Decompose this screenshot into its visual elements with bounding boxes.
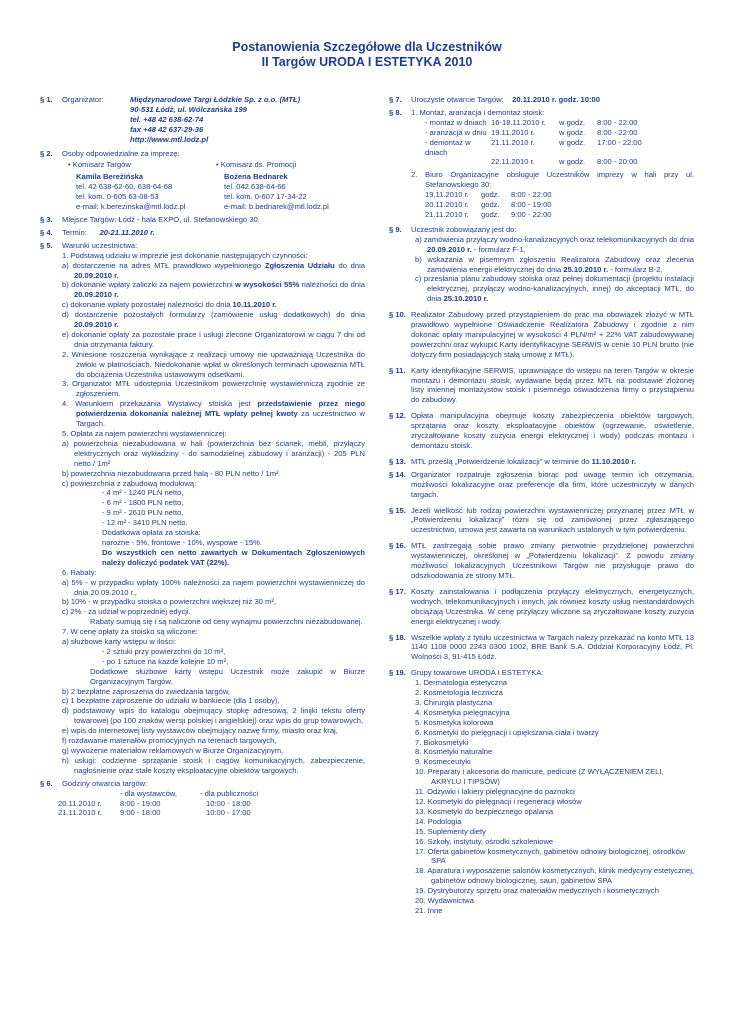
opening-label: Uroczyste otwarcie Targów: xyxy=(411,95,504,104)
left-column xyxy=(40,95,365,818)
hours-date: 20.11.2010 r. xyxy=(58,798,102,808)
section-number: § 5. xyxy=(40,240,53,250)
office-row: 20.11.2010 r. godz. 8:00 - 19:00 xyxy=(425,200,552,210)
extra-fee-label: Dodatkowa opłata za stoiska: xyxy=(102,528,201,538)
obligation-c: c) przesłania planu zabudowy stoiska oraz pełnej dokumentacji (projektu instalacji elektrycznej, przyłączy wodno-kanalizacyjnych, innej) do akceptacji MTŁ, do dnia 25.10.2010 r. xyxy=(415,274,694,304)
section-17 xyxy=(389,587,694,627)
product-group-item: 18. Aparatura i wyposażenie salonów kosmetycznych, klinik medycyny estetycznej, gabinetów odnowy biologicznej, saun, gabinetów SPA xyxy=(415,866,694,886)
included-d: d) podstawowy wpis do katalogu obejmujący stopkę adresową, 2 linijki tekstu oferty towarowej (po 100 znaków wersji polskiej i angielskiej) oraz wpis do grup towarowych, xyxy=(62,706,365,726)
document-title xyxy=(0,40,734,70)
section-9 xyxy=(389,225,694,304)
contact-email[interactable]: e-mail: b.bednarek@mtl.lodz.pl xyxy=(224,202,329,212)
contact-commissioner xyxy=(68,160,216,212)
organizer-website[interactable]: http://www.mtl.lodz.pl xyxy=(130,134,209,144)
title-line-1: Postanowienia Szczegółowe dla Uczestników xyxy=(232,40,502,54)
product-group-item: 17. Oferta gabinetów kosmetycznych, gabinetów odnowy biologicznej, ośrodków SPA xyxy=(415,846,686,866)
organizer-address: 90-531 Łódź, ul. Wólczańska 199 xyxy=(130,104,247,114)
section-text: Godziny otwarcia targów: xyxy=(62,778,148,788)
condition-1e: e) dokonanie opłaty za pozostałe prace i usługi zlecone Organizatorowi w ciągu 7 dni od dnia otrzymania faktury. xyxy=(62,329,365,349)
condition-1c: c) dokonanie wpłaty pozostałej należności do dnia 10.11.2010 r. xyxy=(62,300,277,310)
right-column xyxy=(389,95,694,916)
contact-name: Bożena Bednarek xyxy=(224,172,288,182)
section-text: Organizator rozpatruje zgłoszenia biorąc pod uwagę termin ich otrzymania, możliwości lokalizacyjne oraz preferencje dla firm, które uczestniczyły w danych targach. xyxy=(411,469,694,499)
stand-price: - 6 m² - 1800 PLN netto, xyxy=(102,498,184,508)
section-text: Realizator Zabudowy przed przystąpieniem do prac ma obowiązek złożyć w MTŁ prawidłowo wypełnione Oświadczenie Realizatora Zabudowy i zgodnie z nim dokonać opłaty manipulacyjnej w wysokości 4 PLN/m² + 22% VAT zabudowywanej powierzchni oraz wykupić Karty identyfikacyjne SERWIS w cenie 10 PLN brutto (nie dotyczy firm posiadających stałą umowę z MTŁ). xyxy=(411,310,694,359)
section-1 xyxy=(40,95,365,145)
section-text: Uczestnik zobowiązany jest do: xyxy=(411,224,517,234)
contact-phone: tel. 42 638-62-60, 638-64-68 xyxy=(76,182,173,192)
product-group-item: 1. Dermatologia estetyczna xyxy=(415,678,508,688)
obligation-b: b) wskazania w pisemnym zgłoszeniu Realizatora Zabudowy oraz zlecenia zamówienia energii elektrycznej do dnia 25.10.2010 r. - formularz B-2, xyxy=(415,254,694,274)
term-value: 20-21.11.2010 r. xyxy=(99,227,155,237)
section-number: § 10. xyxy=(389,310,406,320)
product-group-item: 4. Kosmetyka pielęgnacyjna xyxy=(415,707,510,717)
section-15 xyxy=(389,506,694,536)
hours-public: 10:00 - 17:00 xyxy=(206,808,251,818)
included-b: b) 2 bezpłatne zaproszenia do zwiedzania targów, xyxy=(62,686,231,696)
product-group-item: 14. Podologia xyxy=(415,816,462,826)
organizer-fax: fax +48 42 637-29-36 xyxy=(130,124,204,134)
contact-mobile: tel. kom. 0-605 63-08-53 xyxy=(76,192,159,202)
organizer-label: Organizator: xyxy=(62,95,104,104)
discount-a: a) 5% - w przypadku wpłaty 100% należności za najem powierzchni wystawienniczej do dnia 20.09.2010 r., xyxy=(62,577,365,597)
section-text: Jeżeli wielkość lub rodzaj powierzchni wystawienniczej przyznanej przez MTŁ w „Potwierdzeniu lokalizacji” różni się od zamówionej przez zgłaszającego uczestnictwo, umowa jest zawarta na warunkach ustalonych w tym potwierdzeniu. xyxy=(411,505,694,535)
section-6 xyxy=(40,779,365,819)
condition-1b: b) dokonanie wpłaty zaliczki za najem powierzchni w wysokości 55% należności do dnia 20.09.2010 r. xyxy=(62,280,365,300)
included-g: g) wywożenie materiałów reklamowych w Biurze Organizacyjnym, xyxy=(62,746,284,755)
section-number: § 4. xyxy=(40,227,53,237)
extra-fee-values: narożne - 5%, frontowe - 10%, wyspowe - 15%. xyxy=(102,537,262,547)
discount-note: Rabaty sumują się i są naliczone od ceny wynajmu powierzchni niezabudowanej. xyxy=(90,617,363,627)
included-e: e) wpis do internetowej listy wystawców obejmujący nazwę firmy, miasto oraz kraj, xyxy=(62,726,338,736)
product-group-item: 9. Kosmeceutyki xyxy=(415,757,471,767)
discount-b: b) 10% - w przypadku stoiska o powierzchni większej niż 30 m², xyxy=(62,597,276,607)
title-line-2: II Targów URODA I ESTETYKA 2010 xyxy=(261,55,473,69)
product-group-item: 19. Dystrybutorzy sprzętu oraz materiałów medycznych i kosmetycznych xyxy=(415,886,659,896)
included-h: h) usługi: codzienne sprzątanie stoisk i ciągów komunikacyjnych, zabezpieczenie, nagłośnienie oraz stałe koszty eksploatacyjne obiektów targowych. xyxy=(62,755,365,775)
section-14 xyxy=(389,470,694,500)
obligation-a: a) zamówienia przyłączy wodno-kanalizacyjnych oraz telekomunikacyjnych do dnia 20.09.2010 r. - formularz F-1, xyxy=(415,234,694,254)
stand-price: - 12 m² - 3410 PLN netto. xyxy=(102,518,188,528)
section-text: MTŁ zastrzegają sobie prawo zmiany pierwotnie przydzielonej powierzchni wystawienniczej, określonej w „Potwierdzeniu lokalizacji”. Z powodu zmiany możliwości lokalizacyjnych Uczestnikowi Targów nie przysługuje prawo do odszkodowania ze strony MTŁ. xyxy=(411,541,694,580)
condition-1: 1. Podstawą udziału w imprezie jest dokonanie następujących czynności: xyxy=(62,250,308,260)
section-number: § 2. xyxy=(40,148,53,158)
section-11 xyxy=(389,366,694,406)
condition-2: 2. Wniesione roszczenia wynikające z realizacji umowy nie upoważniają Uczestnika do zwłoki w płatnościach. Niedokonanie wpłat w określonych terminach upoważnia MTŁ do obciążenia Uczestnika ustawowymi odsetkami. xyxy=(62,349,365,379)
condition-5a: a) powierzchnia niezabudowana w hali (powierzchnia bez ścianek, mebli, przyłączy elektrycznych oraz wykładziny - do samodzielnej zabudowy i aranżacji) - 205 PLN netto / 1m² xyxy=(62,438,365,468)
contact-role: • Komisarz ds. Promocji xyxy=(216,160,297,170)
section-number: § 9. xyxy=(389,224,402,234)
section-number: § 8. xyxy=(389,107,402,117)
hours-exhibitors: 8:00 - 19:00 xyxy=(120,798,161,808)
section-10 xyxy=(389,310,694,360)
section-8 xyxy=(389,108,694,220)
product-group-item: 15. Suplementy diety xyxy=(415,826,486,836)
venue-text: Miejsce Targów: Łódź - hala EXPO, ul. Stefanowskiego 30. xyxy=(62,214,260,224)
assembly-heading: 1. Montaż, aranżacja i demontaż stoisk: xyxy=(411,107,545,117)
product-group-item: 16. Szkoły, instytuty, ośrodki szkoleniowe xyxy=(415,836,554,846)
condition-3: 3. Organizator MTŁ udostępnia Uczestnikom powierzchnię wystawienniczą zgodnie ze zgłoszeniem. xyxy=(62,379,365,399)
section-19 xyxy=(389,668,694,916)
product-group-item: 11. Odżywki i lakiery pielęgnacyjne do paznokci xyxy=(415,787,575,797)
assembly-row: 22.11.2010 r. w godz. 8:00 - 20:00 xyxy=(491,157,638,167)
term-label: Termin: xyxy=(62,227,87,237)
office-heading: 2. Biuro Organizacyjne obsługuje Uczestników imprezy w hali przy ul. Stefanowskiego 30: xyxy=(411,170,694,190)
product-group-item: 20. Wydawnictwa xyxy=(415,896,475,906)
section-text: Karty identyfikacyjne SERWIS, uprawniające do wstępu na teren Targów w okresie montażu i demontażu stoisk, wydawane będą przez MTŁ na podstawie złożonej listy imiennej montażystów stoisk i pisemnego oświadczenia firmy o przystąpieniu do zabudowy. xyxy=(411,365,694,405)
contact-email[interactable]: e-mail: k.berezinska@mtl.lodz.pl xyxy=(76,202,186,212)
discount-c: c) 2% - za udział w poprzedniej edycji. xyxy=(62,607,191,617)
section-4 xyxy=(40,228,365,238)
section-5 xyxy=(40,241,365,776)
assembly-row: - demontaż w dniach 21.11.2010 r. w godz. 17:00 - 22:00 xyxy=(425,137,642,157)
product-group-item: 8. Kosmetyki naturalne xyxy=(415,747,493,757)
section-number: § 7. xyxy=(389,95,402,104)
stand-price: - 9 m² - 2610 PLN netto, xyxy=(102,508,184,518)
section-number: § 18. xyxy=(389,632,406,642)
section-text: Koszty zainstalowania i podłączenia przyłączy elektrycznych, energetycznych, wodnych, telekomunikacyjnych i innych, jak również koszty usług niestandardowych obciążają Uczestnika. W cenę przyłączy wliczone są zryczałtowane koszty zużycia energii elektrycznej i wody. xyxy=(411,586,694,626)
assembly-row: - montaż w dniach 16-18.11.2010 r. w godz. 8:00 - 22:00 xyxy=(425,117,638,127)
condition-1d: d) dostarczenie pozostałych formularzy (zamówienie usług dodatkowych) do dnia 20.09.2010 r. xyxy=(62,310,365,330)
section-7 xyxy=(389,95,694,105)
product-group-item: 7. Biokosmetyki xyxy=(415,737,469,747)
contact-name: Kamila Bereżińska xyxy=(76,172,144,182)
vat-note: Do wszystkich cen netto zawartych w Dokumentach Zgłoszeniowych należy doliczyć podatek VAT (22%). xyxy=(102,547,365,567)
section-2 xyxy=(40,149,365,212)
organizer-phone: tel. +48 42 638-62-74 xyxy=(130,114,204,124)
product-group-item: 6. Kosmetyki do pielęgnacji i upiększania ciała i twarzy xyxy=(415,727,599,737)
condition-5c: c) powierzchnia z zabudową modułową: xyxy=(62,478,197,488)
product-group-item: 21. Inne xyxy=(415,905,443,915)
section-number: § 13. xyxy=(389,456,406,466)
assembly-row: - aranżacja w dniu 19.11.2010 r. w godz. 8:00 - 22:00 xyxy=(425,127,638,137)
condition-4: 4. Warunkiem przekazania Wystawcy stoiska jest przedstawienie przez niego potwierdzenia dokonania należnej MTŁ wpłaty pełnej kwoty za uczestnictwo w Targach. xyxy=(62,399,365,429)
product-group-item: 5. Kosmetyka kolorowa xyxy=(415,717,494,727)
section-12 xyxy=(389,411,694,451)
included-a-note: Dodatkowe służbowe karty wstępu Uczestnik może zakupić w Biurze Organizacyjnym Targów. xyxy=(90,666,365,686)
product-group-item: 13. Kosmetyki do bezpiecznego opalania xyxy=(415,806,554,816)
section-number: § 15. xyxy=(389,505,406,515)
hours-public: 10:00 - 18:00 xyxy=(206,798,251,808)
section-number: § 17. xyxy=(389,586,406,596)
section-number: § 6. xyxy=(40,778,53,788)
opening-value: 20.11.2010 r. godz. 10:00 xyxy=(512,95,600,104)
hours-exhibitors: 9:00 - 18:00 xyxy=(120,808,161,818)
hours-header-exhibitors: - dla wystawców, xyxy=(120,788,177,798)
section-number: § 12. xyxy=(389,411,406,421)
included-a: a) służbowe karty wstępu w ilości: xyxy=(62,637,176,647)
condition-1a: a) dostarczenie na adres MTŁ prawidłowo wypełnionego Zgłoszenia Udziału do dnia 20.09.2010 r. xyxy=(62,260,365,280)
product-group-item: 12. Kosmetyki do pielęgnacji i regeneracji włosów xyxy=(415,797,582,806)
included-f: f) rozdawanie materiałów promocyjnych na terenach targowych, xyxy=(62,736,277,746)
included-a-item: - 2 sztuki przy powierzchni do 10 m², xyxy=(102,646,226,656)
organizer-name: Międzynarodowe Targi Łódzkie Sp. z o.o. (MTŁ) xyxy=(130,95,301,104)
section-text: Osoby odpowiedzialne za imprezę: xyxy=(62,148,180,158)
office-row: 21.11.2010 r. godz. 9:00 - 22:00 xyxy=(425,209,552,219)
section-number: § 3. xyxy=(40,214,53,224)
product-group-item: 3. Chirurgia plastyczna xyxy=(415,697,493,707)
condition-5: 5. Opłata za najem powierzchni wystawienniczej: xyxy=(62,429,227,438)
section-number: § 19. xyxy=(389,668,406,678)
confirmation-date: 11.10.2010 r. xyxy=(591,456,636,466)
condition-5b: b) powierzchnia niezabudowana przed halą - 80 PLN netto / 1m² xyxy=(62,468,279,478)
section-text: Grupy towarowe URODA I ESTETYKA: xyxy=(411,668,544,678)
section-number: § 1. xyxy=(40,95,53,104)
included-c: c) 1 bezpłatne zaproszenie do udziału w bankiecie (dla 1 osoby), xyxy=(62,696,280,706)
condition-7: 7. W cenę opłaty za stoisko są wliczone: xyxy=(62,627,198,637)
contact-phone: tel. 042 638-64-66 xyxy=(224,182,286,192)
section-18 xyxy=(389,633,694,663)
section-13: § 13. MTŁ prześlą „Potwierdzenie lokalizacji” w terminie do 11.10.2010 r. xyxy=(389,456,636,466)
included-a-item: - po 1 sztuce na każde kolejne 10 m², xyxy=(102,656,229,666)
office-row: 19.11.2010 r. godz. 8:00 - 22:00 xyxy=(425,190,552,200)
condition-6: 6. Rabaty: xyxy=(62,567,97,577)
section-number: § 14. xyxy=(389,469,406,479)
product-group-item: 2. Kosmetologia lecznicza xyxy=(415,688,503,698)
section-text: Wszelkie wpłaty z tytułu uczestnictwa w Targach należy przekazać na konto MTŁ 13 1140 1108 0000 2243 0300 1002, BRE Bank S.A. Oddział Korporacyjny Łódź, Pl. Wolności 3, 91-415 Łódź. xyxy=(411,632,694,662)
section-text: Opłata manipulacyjna obejmuje koszty zabezpieczenia obiektów targowych, sprzątania oraz koszty eksploatacyjne obiektów (ogrzewanie, oświetlenie, zryczałtowane koszty zużycia energii elektrycznej i wody) podczas montażu i demontażu stoisk. xyxy=(411,411,694,450)
section-number: § 11. xyxy=(389,365,406,375)
section-16 xyxy=(389,541,694,581)
stand-price: - 4 m² - 1240 PLN netto, xyxy=(102,488,184,498)
contact-mobile: tel. kom. 0-607 17-34-22 xyxy=(224,192,307,202)
hours-date: 21.11.2010 r. xyxy=(58,808,102,818)
contact-role: • Komisarz Targów xyxy=(68,160,131,170)
section-3 xyxy=(40,215,365,225)
product-group-item: 10. Preparaty i akcesoria do manicure, pedicure (Z WYŁĄCZENIEM ZELI, AKRYLU I TIPSÓW) xyxy=(415,767,664,787)
section-number: § 16. xyxy=(389,541,406,551)
section-text: Warunki uczestnictwa: xyxy=(62,240,138,250)
hours-header-public: - dla publiczności xyxy=(200,788,259,798)
contact-promotion xyxy=(216,160,329,212)
